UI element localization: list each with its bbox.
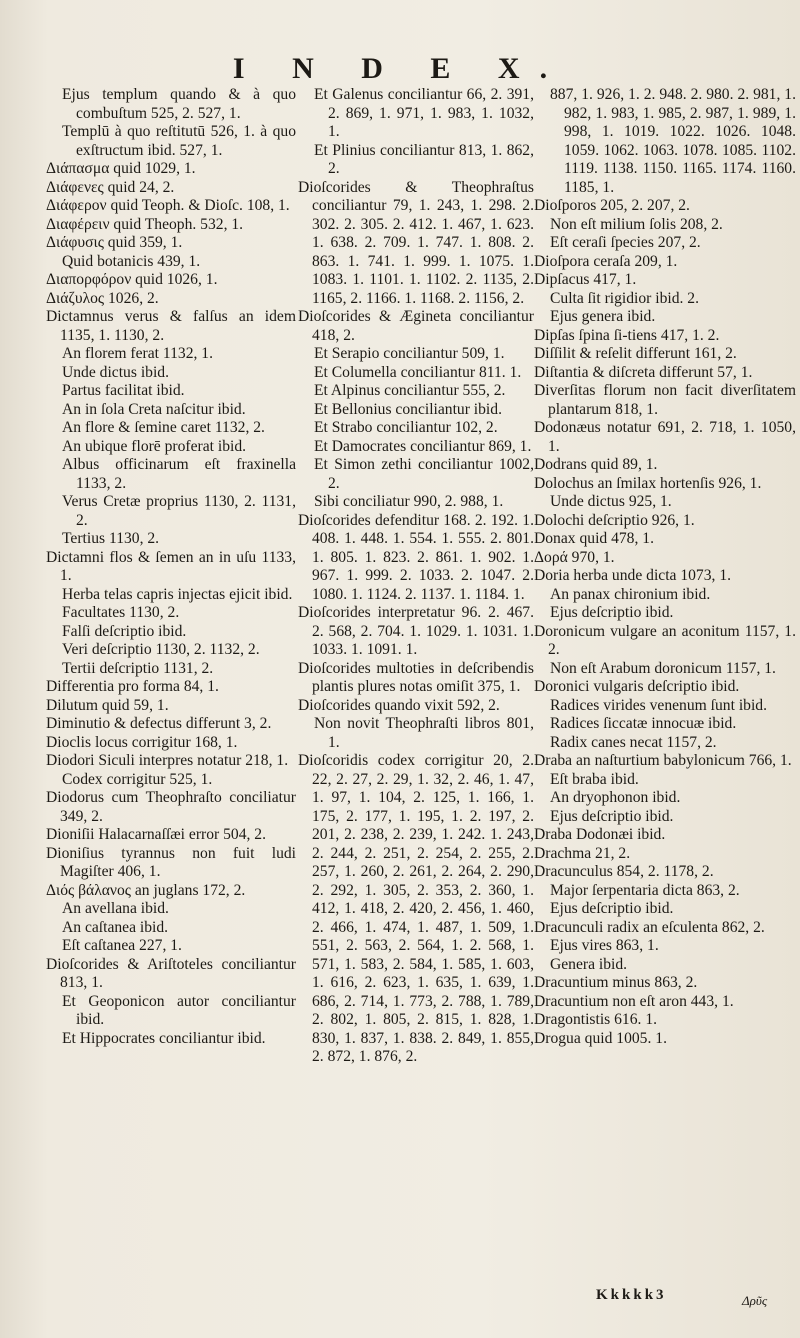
index-entry: Dioſcorides interpretatur 96. 2. 467. 2. 568, 2. 704. 1. 1029. 1. 1031. 1. 1033. 1. 1091. 1. — [298, 604, 534, 658]
index-entry: Unde dictus 925, 1. — [550, 493, 672, 510]
index-entry: Διάφυσις quid 359, 1. — [46, 234, 183, 251]
index-entry: Dragontistis 616. 1. — [534, 1011, 658, 1028]
index-entry: Dioſcorides defenditur 168. 2. 192. 1. 408. 1. 448. 1. 554. 1. 555. 2. 801. 1. 805. 1. 823. 2. 861. 1. 902. 1. 967. 1. 999. 2. 1033. 2. 1047. 2. 1080. 1. 1124. 2. 1137. 1. 1184. 1. — [298, 511, 534, 603]
index-entry: An avellana ibid. — [62, 900, 169, 917]
index-entry: Diodorus cum Theophraſto conciliatur 349, 2. — [46, 789, 296, 825]
index-entry: Differentia pro forma 84, 1. — [46, 678, 219, 695]
page-title: I N D E X. — [232, 52, 568, 85]
index-entry: Sibi conciliatur 990, 2. 988, 1. — [314, 493, 504, 510]
index-entry: Radices ſiccatæ innocuæ ibid. — [550, 715, 737, 732]
index-entry: An panax chironium ibid. — [550, 585, 711, 603]
index-column-2 — [298, 86, 534, 1067]
index-entry: Diverſitas florum non facit diverſitatem plantarum 818, 1. — [534, 382, 796, 418]
index-entry: Dipſacus 417, 1. — [534, 271, 637, 288]
index-entry: Veri deſcriptio 1130, 2. 1132, 2. — [62, 641, 260, 658]
index-entry: Eſt braba ibid. — [550, 770, 639, 788]
index-entry: Radix canes necat 1157, 2. — [550, 733, 717, 751]
index-entry: An dryophonon ibid. — [550, 789, 681, 806]
index-entry: Dracunculi radix an eſculenta 862, 2. — [534, 918, 765, 936]
index-entry: Dictamnus verus & falſus an idem 1135, 1. 1130, 2. — [46, 308, 296, 344]
index-entry: Facultates 1130, 2. — [62, 604, 180, 621]
index-entry: Radices virides venenum ſunt ibid. — [550, 696, 767, 714]
index-entry: Dodrans quid 89, 1. — [534, 456, 658, 473]
index-entry: Δορά 970, 1. — [534, 548, 615, 566]
index-entry: Διάφερον quid Teoph. & Dioſc. 108, 1. — [46, 197, 290, 214]
index-entry: Non eſt milium ſolis 208, 2. — [550, 215, 723, 233]
index-entry: Donax quid 478, 1. — [534, 530, 654, 547]
index-entry: Diminutio & defectus differunt 3, 2. — [46, 715, 272, 732]
index-entry: Drachma 21, 2. — [534, 844, 631, 862]
index-entry: Et Hippocrates conciliantur ibid. — [62, 1029, 266, 1047]
index-entry: Drogua quid 1005. 1. — [534, 1029, 667, 1047]
index-entry: Tertii deſcriptio 1131, 2. — [62, 659, 214, 677]
index-entry: Verus Cretæ proprius 1130, 2. 1131, 2. — [62, 493, 296, 529]
index-entry: Culta ſit rigidior ibid. 2. — [550, 289, 700, 307]
index-entry: Ejus deſcriptio ibid. — [550, 604, 674, 621]
index-entry: Et Serapio conciliantur 509, 1. — [314, 345, 505, 362]
index-entry: Et Simon zethi conciliantur 1002, 2. — [314, 456, 534, 492]
index-entry: Dioſcorides & Theophraſtus conciliantur 79, 1. 243, 1. 298. 2. 302. 2. 305. 2. 412. 1. 467, 1. 623. 1. 638. 2. 709. 1. 747. 1. 808. 2. 863. 1. 741. 1. 999. 1. 1075. 1. 1083. 1. 1101. 1. 1102. 2. 1135, 2. 1165, 2. 1166. 1. 1168. 2. 1156, 2. — [298, 178, 534, 307]
index-entry: Doria herba unde dicta 1073, 1. — [534, 567, 732, 584]
index-entry: Dracuntium minus 863, 2. — [534, 974, 698, 991]
index-entry: Partus facilitat ibid. — [62, 382, 185, 399]
index-entry: Draba Dodonæi ibid. — [534, 826, 666, 843]
index-entry: Diſtantia & diſcreta differunt 57, 1. — [534, 363, 753, 381]
index-entry: Quid botanicis 439, 1. — [62, 252, 201, 270]
index-entry: Ejus deſcriptio ibid. — [550, 900, 674, 917]
catchword: Δρῦς — [742, 1293, 768, 1308]
index-entry: Dioſcorides quando vixit 592, 2. — [298, 696, 500, 714]
index-entry: Major ſerpentaria dicta 863, 2. — [550, 881, 740, 899]
index-entry: Et Bellonius conciliantur ibid. — [314, 400, 502, 418]
index-entry: 887, 1. 926, 1. 2. 948. 2. 980. 2. 981, 1. 982, 1. 983, 1. 985, 2. 987, 1. 989, 1. 998, 1. 1019. 1022. 1026. 1048. 1059. 1062. 1063. 1078. 1085. 1102. 1119. 1138. 1150. 1165. 1174. 1160. 1185, 1. — [550, 86, 796, 196]
index-entry: Ejus vires 863, 1. — [550, 937, 659, 954]
index-entry: Διάφενες quid 24, 2. — [46, 178, 175, 196]
index-column-3 — [534, 86, 796, 1048]
index-entry: Dioſcorides & Ariſtoteles conciliantur 813, 1. — [46, 955, 296, 991]
index-entry: Diodori Siculi interpres notatur 218, 1. — [46, 752, 289, 769]
index-column-1 — [46, 86, 296, 1048]
index-entry: Διαπορφόρον quid 1026, 1. — [46, 271, 218, 288]
index-entry: Et Galenus conciliantur 66, 2. 391, 2. 869, 1. 971, 1. 983, 1. 1032, 1. — [314, 86, 534, 140]
index-entry: Albus officinarum eſt fraxinella 1133, 2. — [62, 456, 296, 492]
index-entry: An florem ferat 1132, 1. — [62, 345, 213, 362]
index-entry: Dioſporos 205, 2. 207, 2. — [534, 197, 690, 214]
index-entry: Dioſpora ceraſa 209, 1. — [534, 252, 678, 270]
index-entry: Ejus deſcriptio ibid. — [550, 807, 674, 825]
index-entry: Ejus templum quando & à quo combuſtum 525, 2. 527, 1. — [62, 86, 296, 122]
index-entry: Eſt caſtanea 227, 1. — [62, 937, 182, 954]
index-entry: Doronici vulgaris deſcriptio ibid. — [534, 678, 740, 695]
index-entry: Dipſas ſpina ſi-tiens 417, 1. 2. — [534, 326, 720, 344]
index-entry: Dodonæus notatur 691, 2. 718, 1. 1050, 1. — [534, 419, 796, 455]
index-entry: Et Plinius conciliantur 813, 1. 862, 2. — [314, 141, 534, 177]
index-entry: An flore & ſemine caret 1132, 2. — [62, 419, 265, 436]
index-entry: Dioniſius tyrannus non fuit ludi Magiſter 406, 1. — [46, 844, 296, 880]
index-entry: Non novit Theophraſti libros 801, 1. — [314, 715, 534, 751]
index-entry: Draba an naſturtium babylonicum 766, 1. — [534, 752, 792, 769]
index-entry: Διάζυλος 1026, 2. — [46, 289, 159, 307]
index-entry: Tertius 1130, 2. — [62, 530, 160, 547]
index-entry: Eſt ceraſi ſpecies 207, 2. — [550, 234, 701, 251]
index-entry: Dracuntium non eſt aron 443, 1. — [534, 992, 734, 1010]
index-entry: Dilutum quid 59, 1. — [46, 696, 169, 714]
index-entry: Templū à quo reſtitutū 526, 1. à quo exſtructum ibid. 527, 1. — [62, 123, 296, 159]
index-entry: Et Strabo conciliantur 102, 2. — [314, 419, 498, 436]
index-entry: Dioſcoridis codex corrigitur 20, 2. 22, 2. 27, 2. 29, 1. 32, 2. 46, 1. 47, 1. 97, 1. 104, 2. 125, 1. 166, 1. 175, 2. 177, 1. 195, 1. 2. 197, 2. 201, 2. 238, 2. 239, 1. 242. 1. 243, 2. 244, 2. 251, 2. 254, 2. 255, 2. 257, 1. 260, 2. 261, 2. 264, 2. 290, 2. 292, 1. 305, 2. 353, 2. 360, 1. 412, 1. 418, 2. 420, 2. 456, 1. 460, 2. 466, 1. 474, 1. 487, 1. 509, 1. 551, 2. 563, 2. 564, 1. 2. 568, 1. 571, 1. 583, 2. 584, 1. 585, 1. 603, 1. 616, 2. 623, 1. 635, 1. 639, 1. 686, 2. 714, 1. 773, 2. 788, 1. 789, 2. 802, 1. 805, 2. 815, 1. 828, 1. 830, 1. 837, 1. 838. 2. 849, 1. 855, 2. 872, 1. 876, 2. — [298, 752, 534, 1065]
index-entry: Dolochus an ſmilax hortenſis 926, 1. — [534, 474, 762, 492]
index-entry: Dioniſii Halacarnaſſæi error 504, 2. — [46, 826, 266, 843]
index-entry: Dioſcorides & Ægineta conciliantur 418, 2. — [298, 308, 534, 344]
index-entry: Dioſcorides multoties in deſcribendis plantis plures notas omiſit 375, 1. — [298, 659, 534, 695]
index-entry: Διαφέρειν quid Theoph. 532, 1. — [46, 215, 244, 233]
index-entry: Non eſt Arabum doronicum 1157, 1. — [550, 659, 776, 677]
index-entry: Doronicum vulgare an aconitum 1157, 1. 2. — [534, 622, 796, 658]
index-entry: Genera ibid. — [550, 955, 628, 973]
index-entry: Codex corrigitur 525, 1. — [62, 770, 213, 788]
index-entry: Diſſilit & reſelit differunt 161, 2. — [534, 345, 737, 362]
index-entry: Et Geoponicon autor conciliantur ibid. — [62, 992, 296, 1028]
index-entry: Διός βάλανος an juglans 172, 2. — [46, 881, 246, 899]
index-entry: An ubique florē proferat ibid. — [62, 437, 247, 455]
index-entry: Et Damocrates conciliantur 869, 1. — [314, 437, 532, 455]
index-entry: Dictamni flos & ſemen an in uſu 1133, 1. — [46, 548, 296, 584]
index-entry: Falſi deſcriptio ibid. — [62, 622, 187, 640]
index-entry: Διάπασμα quid 1029, 1. — [46, 160, 196, 177]
index-entry: Dioclis locus corrigitur 168, 1. — [46, 733, 238, 751]
index-entry: Et Columella conciliantur 811. 1. — [314, 363, 522, 381]
index-entry: An in ſola Creta naſcitur ibid. — [62, 400, 246, 418]
index-entry: Et Alpinus conciliantur 555, 2. — [314, 382, 506, 399]
index-entry: Dracunculus 854, 2. 1178, 2. — [534, 863, 714, 880]
index-entry: Ejus genera ibid. — [550, 308, 656, 325]
index-entry: Unde dictus ibid. — [62, 363, 169, 381]
index-entry: Herba telas capris injectas ejicit ibid. — [62, 585, 293, 603]
signature-mark: Kkkkk3 — [596, 1287, 667, 1303]
index-entry: An caſtanea ibid. — [62, 918, 169, 936]
index-entry: Dolochi deſcriptio 926, 1. — [534, 511, 695, 529]
